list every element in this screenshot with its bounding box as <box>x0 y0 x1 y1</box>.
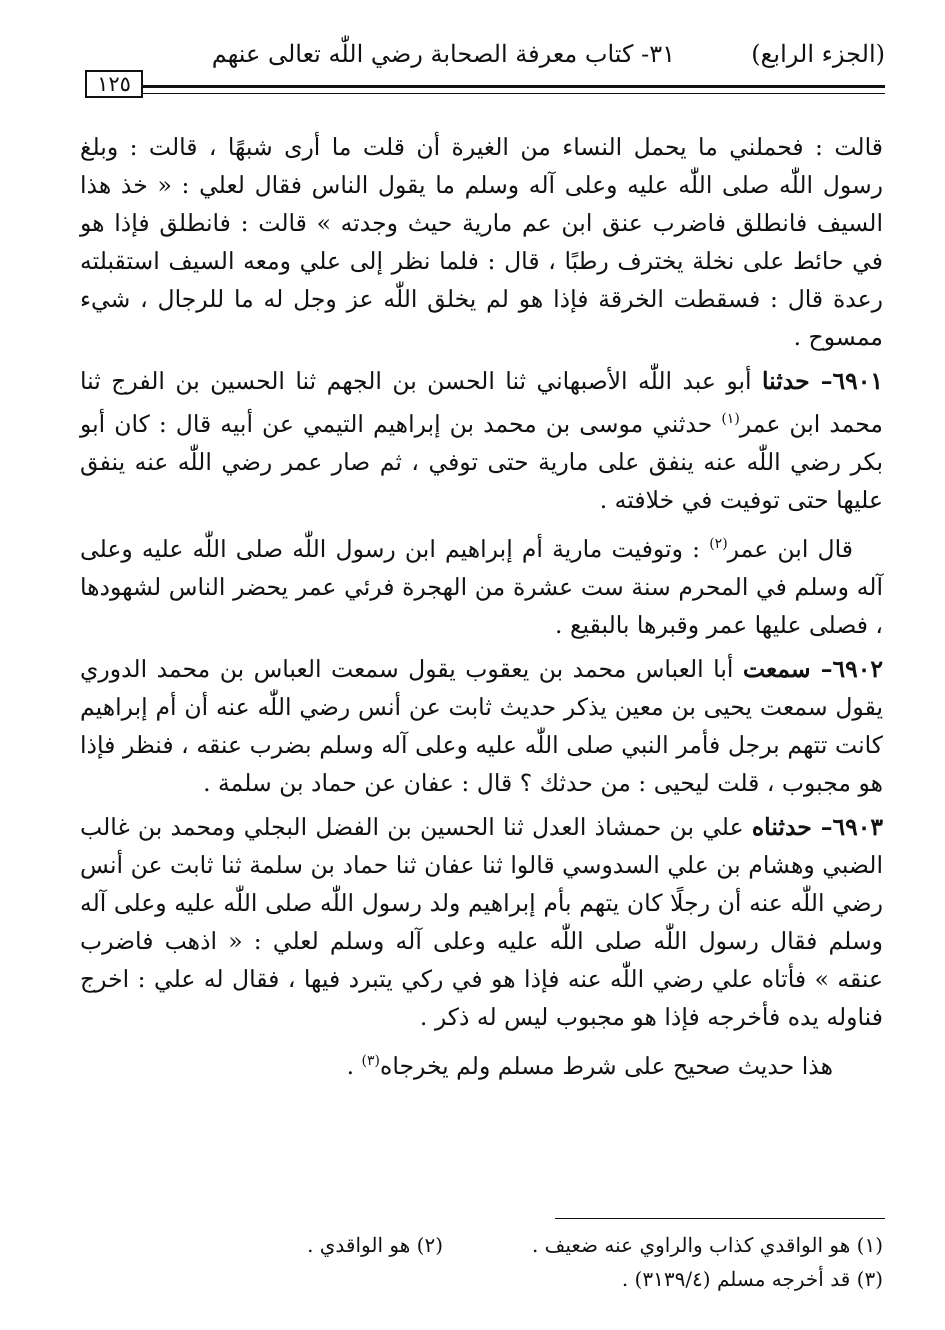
paragraph-text: حدثني موسى بن محمد بن إبراهيم التيمي عن أبيه قال : كان أبو بكر رضي اللّٰه عنه ينفق على مارية حتى توفي ، ثم صار عمر رضي اللّٰه عنه ينفق عليها حتى توفيت في خلافته . <box>80 409 883 514</box>
footnote-number: (٣) <box>856 1267 883 1291</box>
page-number: ١٢٥ <box>85 70 143 98</box>
footnotes <box>183 1228 883 1296</box>
footnote-text: قد أخرجه مسلم (٣١٣٩/٤) . <box>621 1267 851 1291</box>
paragraph-text: هذا حديث صحيح على شرط مسلم ولم يخرجاه <box>380 1051 833 1080</box>
paragraph-text: قالت : فحملني ما يحمل النساء من الغيرة أن قلت ما أرى شبهًا ، قالت : وبلغ رسول اللّٰه صلى اللّٰه عليه وعلى آله وسلم ما يقول الناس فقال لعلي : « خذ هذا السيف فانطلق فاضرب عنق ابن عم مارية حيث وجدته » قالت : فانطلق فإذا هو في حائط على نخلة يخترف رطبًا ، قال : فلما نظر إلى علي ومعه السيف استقبلته رعدة قال : فسقطت الخرقة فإذا هو لم يخلق اللّٰه عز وجل له ما للرجال ، شيء ممسوح . <box>80 133 883 351</box>
paragraph <box>80 128 883 356</box>
hadith-number: ٦٩٠٢ <box>832 654 883 683</box>
paragraph-text: . <box>346 1051 362 1080</box>
footnote-number: (٢) <box>416 1233 443 1257</box>
hadith-number: ٦٩٠٣ <box>832 812 883 841</box>
running-header <box>85 40 885 76</box>
paragraph-text: علي بن حمشاذ العدل ثنا الحسين بن الفضل البجلي ومحمد بن غالب الضبي وهشام بن علي السدوسي قالوا ثنا عفان ثنا حماد بن سلمة ثنا ثابت عن أنس رضي اللّٰه عنه أن رجلًا كان يتهم بأم إبراهيم ولد رسول اللّٰه صلى اللّٰه عليه وعلى آله وسلم فقال رسول اللّٰه صلى اللّٰه عليه وعلى آله وسلم لعلي : « اذهب فاضرب عنقه » فأتاه علي رضي اللّٰه عنه فإذا هو في ركي يتبرد فيها ، فقال له علي : اخرج فناوله يده فأخرجه فإذا هو مجبوب ليس له ذكر . <box>80 812 883 1031</box>
footnote-2 <box>307 1228 443 1262</box>
hadith-6902: ٦٩٠٢– سمعت أبا العباس محمد بن يعقوب يقول سمعت العباس بن محمد الدوري يقول سمعت يحيى بن معين يذكر حديث ثابت عن أنس رضي اللّٰه عنه أن أم إبراهيم كانت تتهم برجل فأمر النبي صلى اللّٰه عليه وعلى آله وسلم بضرب عنقه ، فنظر فإذا هو مجبوب ، قلت ليحيى : من حدثك ؟ قال : عفان عن حماد بن سلمة . <box>80 654 883 797</box>
hadith-lead-word: حدثنا <box>761 367 810 395</box>
footnote-1 <box>532 1228 883 1262</box>
footnote-divider <box>555 1218 885 1219</box>
footnote-number: (١) <box>856 1233 883 1257</box>
footnote-marker: (٢) <box>709 535 728 552</box>
footnote-marker: (١) <box>721 411 740 427</box>
hadith-6901: ٦٩٠١– حدثنا أبو عبد اللّٰه الأصبهاني ثنا الحسن بن الجهم ثنا الحسين بن الفرج ثنا محمد ابن عمر$^{(١)}$ حدثني موسى بن محمد بن إبراهيم التيمي عن أبيه قال : كان أبو بكر رضي اللّٰه عنه ينفق على مارية حتى توفي ، ثم صار عمر رضي اللّٰه عنه ينفق عليها حتى توفيت في خلافته . <box>80 367 884 514</box>
footnote-text: هو الواقدي . <box>307 1233 411 1257</box>
footnote-text: هو الواقدي كذاب والراوي عنه ضعيف . <box>531 1233 851 1257</box>
grading-statement <box>80 1042 883 1085</box>
paragraph-text: : وتوفيت مارية أم إبراهيم ابن رسول اللّٰه صلى اللّٰه عليه وعلى آله وسلم في المحرم سنة ست عشرة من الهجرة فرئي عمر يحضر الناس لشهودها ، فصلى عليها عمر وقبرها بالبقيع . <box>80 534 883 639</box>
footnote-row <box>183 1228 883 1262</box>
footnote-row <box>183 1262 883 1296</box>
hadith-lead-word: سمعت <box>742 654 811 683</box>
paragraph <box>80 525 883 644</box>
paragraph-text: أبو عبد اللّٰه الأصبهاني ثنا الحسن بن الجهم ثنا الحسين بن الفرج ثنا محمد ابن عمر <box>80 367 884 438</box>
paragraph-text: أبا العباس محمد بن يعقوب يقول سمعت العباس بن محمد الدوري يقول سمعت يحيى بن معين يذكر حديث ثابت عن أنس رضي اللّٰه عنه أن أم إبراهيم كانت تتهم برجل فأمر النبي صلى اللّٰه عليه وعلى آله وسلم بضرب عنقه ، فنظر فإذا هو مجبوب ، قلت ليحيى : من حدثك ؟ قال : عفان عن حماد بن سلمة . <box>80 654 883 797</box>
paragraph-text: قال ابن عمر <box>727 534 853 563</box>
volume-label: (الجزء الرابع) <box>751 40 885 68</box>
header-rule-thick <box>143 85 885 88</box>
hadith-6903: ٦٩٠٣– حدثناه علي بن حمشاذ العدل ثنا الحسين بن الفضل البجلي ومحمد بن غالب الضبي وهشام بن علي السدوسي قالوا ثنا عفان ثنا حماد بن سلمة ثنا ثابت عن أنس رضي اللّٰه عنه أن رجلًا كان يتهم بأم إبراهيم ولد رسول اللّٰه صلى اللّٰه عليه وعلى آله وسلم فقال رسول اللّٰه صلى اللّٰه عليه وعلى آله وسلم لعلي : « اذهب فاضرب عنقه » فأتاه علي رضي اللّٰه عنه فإذا هو في ركي يتبرد فيها ، فقال له علي : اخرج فناوله يده فأخرجه فإذا هو مجبوب ليس له ذكر . <box>80 812 883 1031</box>
header-rule-thin <box>143 93 885 94</box>
main-text <box>80 128 883 1090</box>
hadith-lead-word: حدثناه <box>751 812 812 841</box>
chapter-title: ٣١- كتاب معرفة الصحابة رضي اللّٰه تعالى عنهم <box>211 40 675 68</box>
hadith-number: ٦٩٠١ <box>832 367 883 395</box>
footnote-marker: (٣) <box>361 1052 381 1069</box>
footnote-3 <box>622 1262 883 1296</box>
